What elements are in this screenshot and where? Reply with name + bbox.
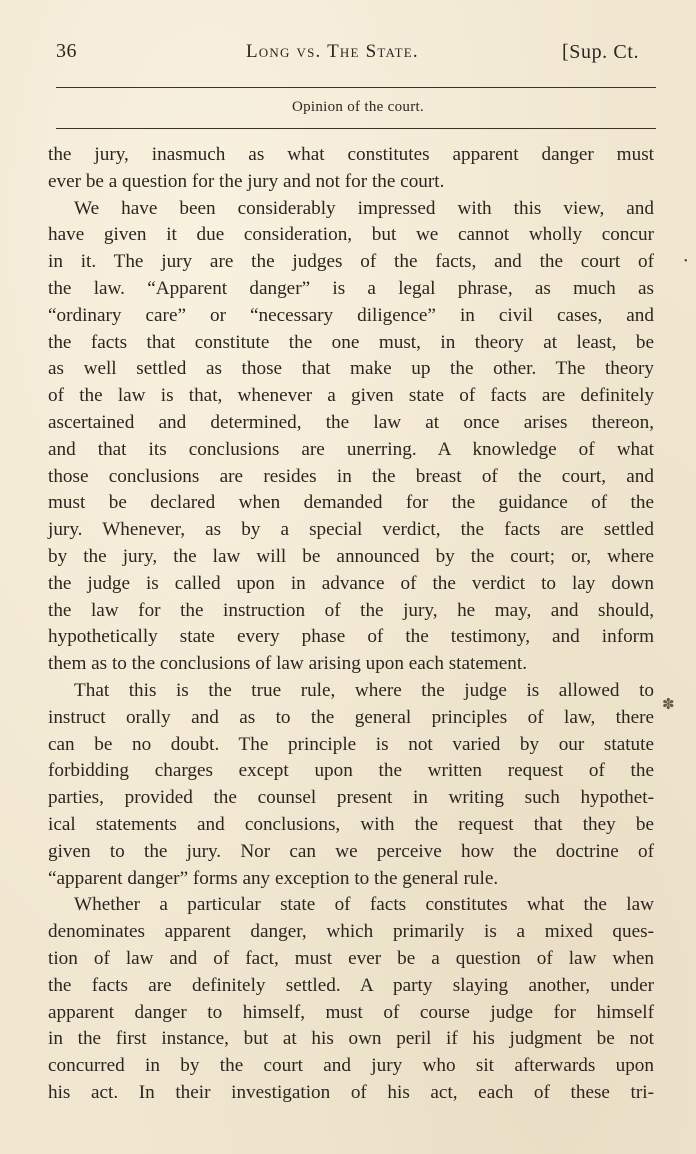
text-line: apparent danger to himself, must of course judge for himself <box>48 1001 654 1023</box>
margin-ink-mark-icon: ✽ <box>662 697 675 713</box>
text-line: jury. Whenever, as by a special verdict, the facts are settled <box>48 519 654 541</box>
subtitle-rule <box>56 128 656 129</box>
text-line: the law. “Apparent danger” is a legal phrase, as much as <box>48 277 654 299</box>
text-line: given to the jury. Nor can we perceive how the doctrine of <box>48 840 654 862</box>
text-line: and that its conclusions are unerring. A knowledge of what <box>48 438 654 460</box>
text-line: the facts that constitute the one must, in theory at least, be <box>48 331 654 353</box>
text-line: have given it due consideration, but we cannot wholly concur <box>48 224 654 246</box>
margin-dot-icon: • <box>684 256 688 267</box>
text-line: of the law is that, whenever a given state of facts are definitely <box>48 385 654 407</box>
running-title: Long vs. The State. <box>246 41 419 62</box>
text-line: his act. In their investigation of his act, each of these tri- <box>48 1081 654 1103</box>
text-line: them as to the conclusions of law arising upon each statement. <box>48 653 528 675</box>
text-line: denominates apparent danger, which primarily is a mixed ques- <box>48 921 654 943</box>
text-line: the law for the instruction of the jury, he may, and should, <box>48 599 654 621</box>
text-line: That this is the true rule, where the judge is allowed to <box>74 679 654 701</box>
header-rule <box>56 87 656 88</box>
text-line: instruct orally and as to the general principles of law, there <box>48 706 654 728</box>
running-header <box>0 40 696 74</box>
text-line: in it. The jury are the judges of the facts, and the court of <box>48 251 654 273</box>
text-line: the jury, inasmuch as what constitutes apparent danger must <box>48 144 654 165</box>
text-line: “apparent danger” forms any exception to the general rule. <box>48 867 499 889</box>
text-line: We have been considerably impressed with this view, and <box>74 197 654 219</box>
text-line: “ordinary care” or “necessary diligence” in civil cases, and <box>48 304 654 326</box>
text-line: can be no doubt. The principle is not varied by our statute <box>48 733 654 755</box>
text-line: by the jury, the law will be announced by the court; or, where <box>48 545 654 567</box>
text-line: concurred in by the court and jury who sit afterwards upon <box>48 1055 654 1077</box>
text-line: must be declared when demanded for the guidance of the <box>48 492 654 514</box>
text-line: as well settled as those that make up the other. The theory <box>48 358 654 380</box>
section-subtitle: Opinion of the court. <box>291 99 425 115</box>
text-line: ical statements and conclusions, with the request that they be <box>48 813 654 835</box>
text-line: ascertained and determined, the law at once arises thereon, <box>48 411 654 433</box>
text-line: ever be a question for the jury and not for the court. <box>48 170 445 192</box>
text-line: hypothetically state every phase of the testimony, and inform <box>48 626 654 648</box>
text-line: those conclusions are resides in the breast of the court, and <box>48 465 654 487</box>
opinion-text <box>48 142 654 1107</box>
text-line: forbidding charges except upon the written request of the <box>48 760 654 782</box>
text-line: parties, provided the counsel present in writing such hypothet- <box>48 787 654 809</box>
text-line: the judge is called upon in advance of the verdict to lay down <box>48 572 654 594</box>
text-line: the facts are definitely settled. A party slaying another, under <box>48 974 654 996</box>
court-label: [Sup. Ct. <box>562 41 640 63</box>
page-number: 36 <box>56 40 77 62</box>
text-line: Whether a particular state of facts constitutes what the law <box>74 894 654 916</box>
text-line: tion of law and of fact, must ever be a question of law when <box>48 947 654 969</box>
text-line: in the first instance, but at his own peril if his judgment be not <box>48 1028 654 1050</box>
